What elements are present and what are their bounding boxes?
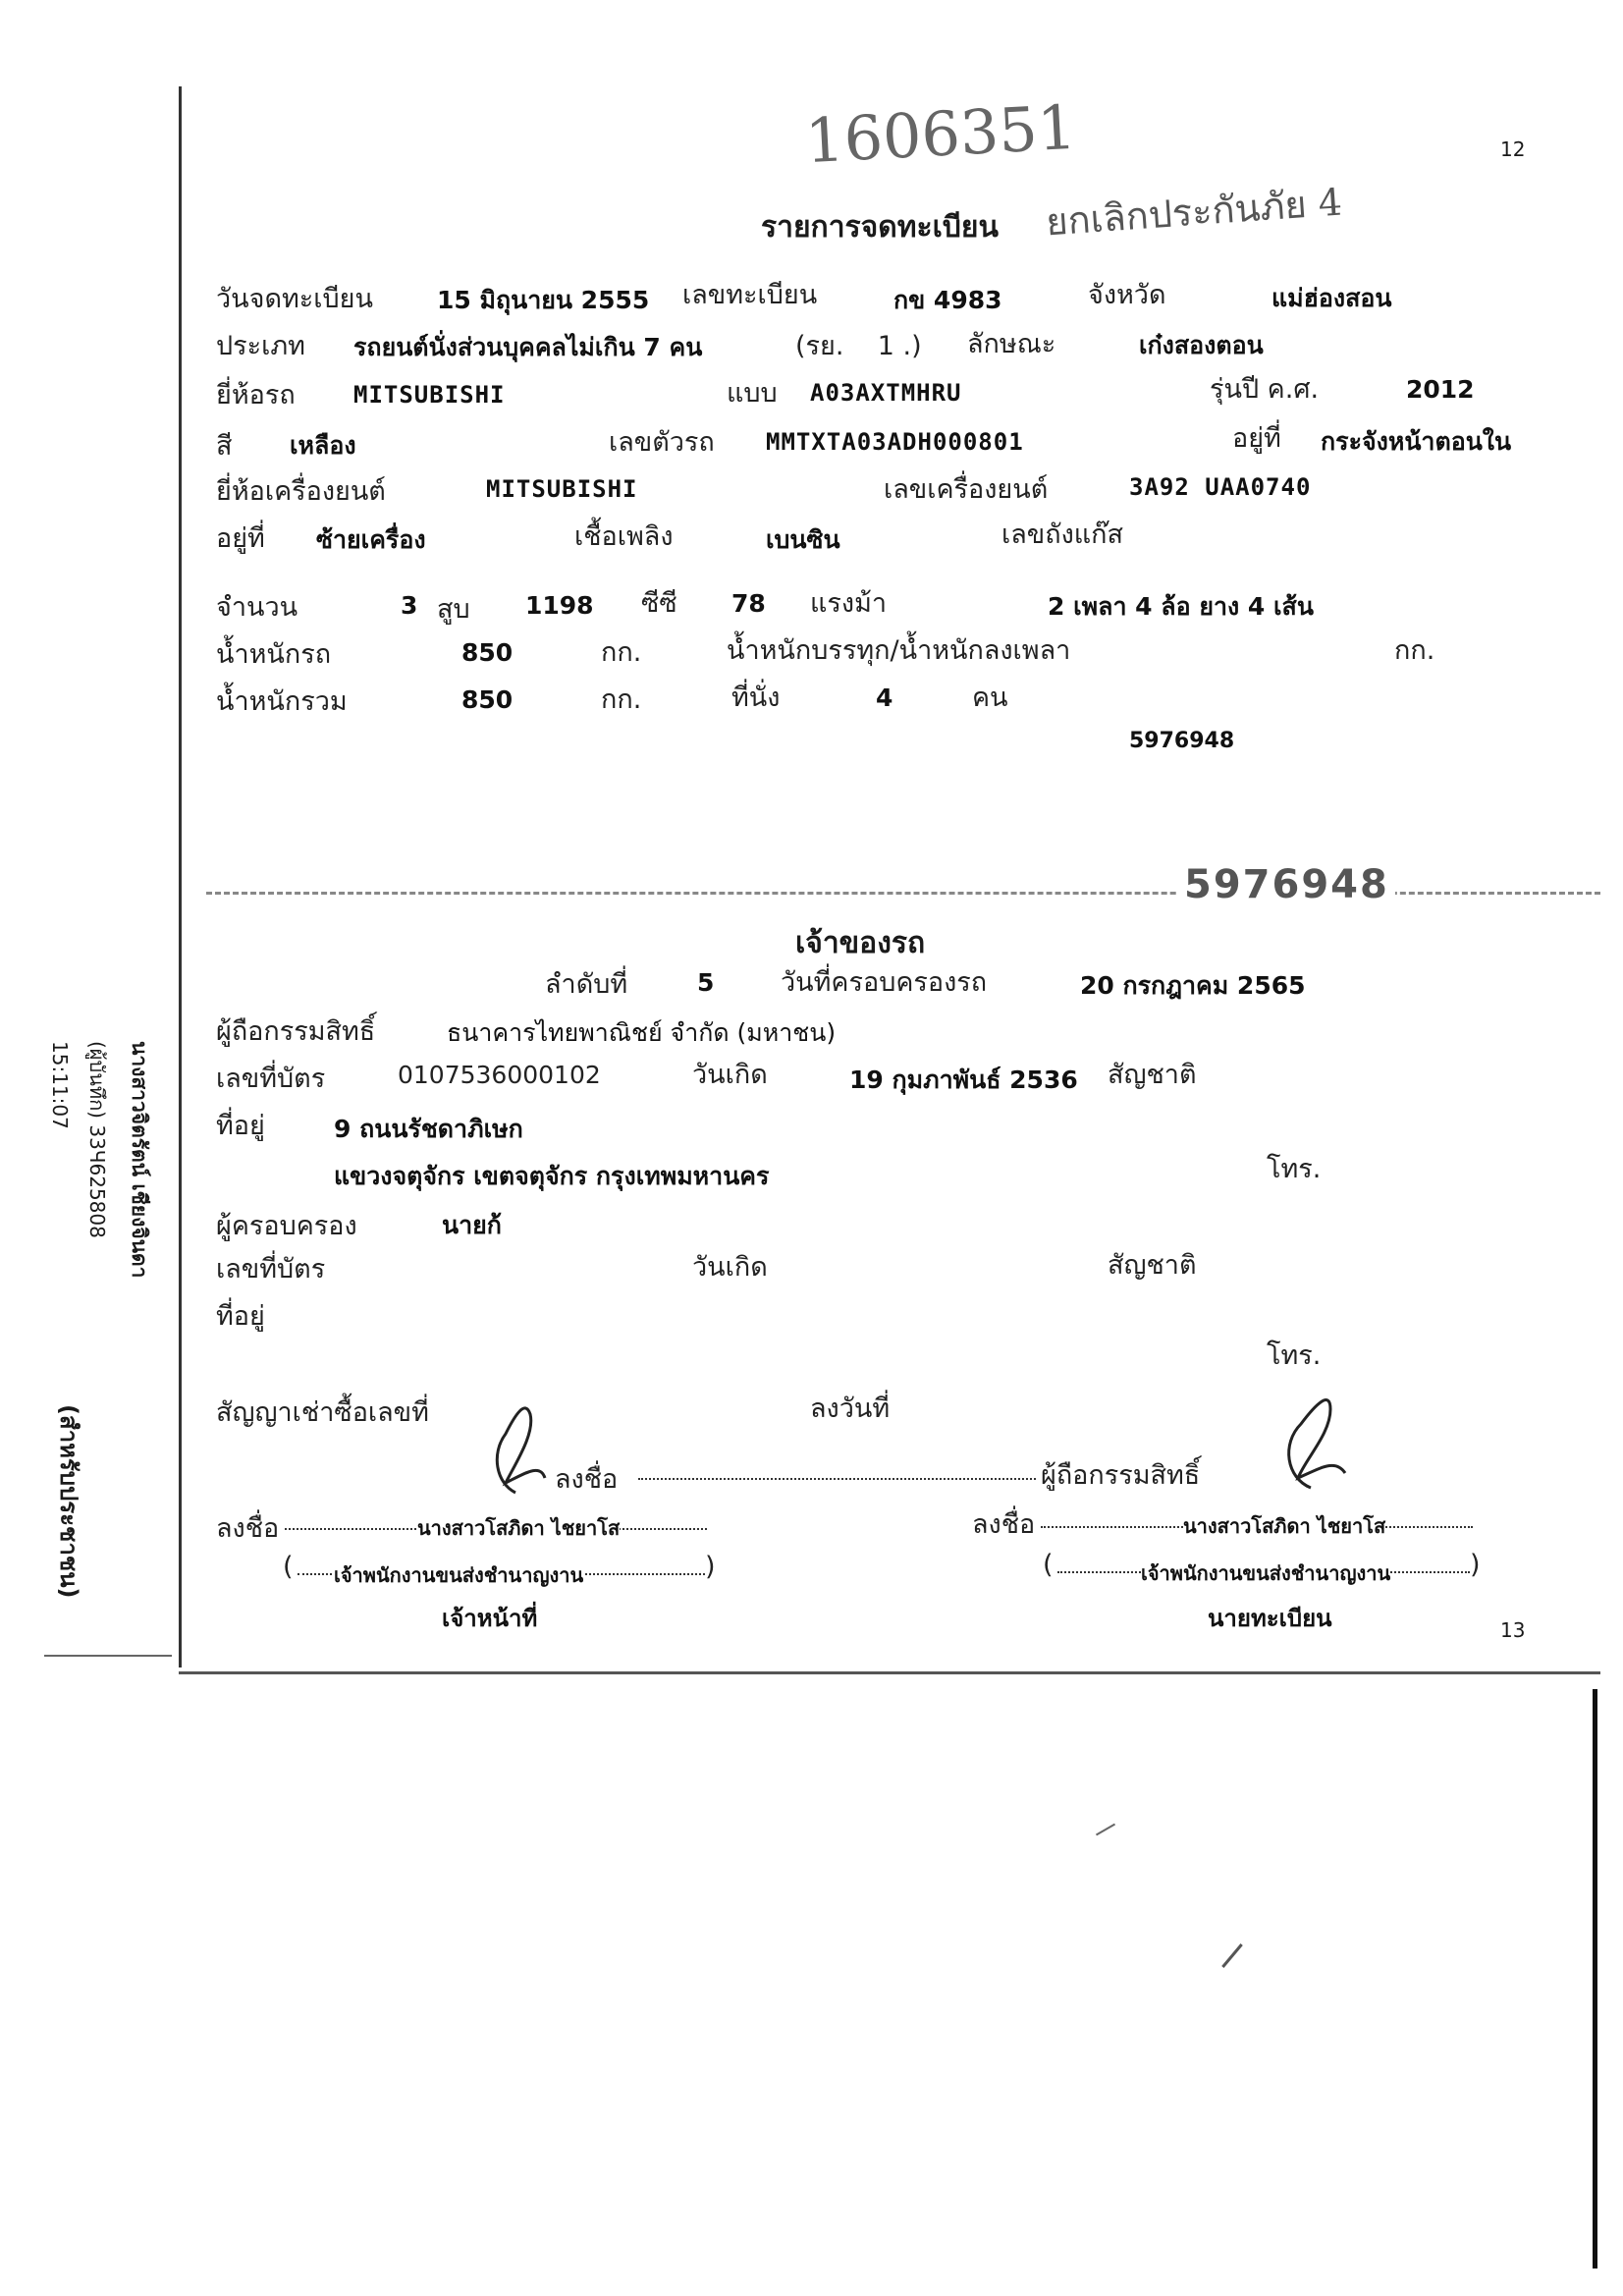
page-number-bottom: 13 [1500, 1618, 1526, 1642]
vin: MMTXTA03ADH000801 [766, 428, 1024, 456]
reg-date-label: วันจดทะเบียน [216, 284, 373, 314]
registration-title: รายการจดทะเบียน [761, 210, 999, 245]
weight-unit: กก. [601, 637, 642, 668]
right-position-close: ) [1470, 1550, 1481, 1580]
style-label: ลักษณะ [967, 329, 1056, 359]
vin-location-label: อยู่ที่ [1232, 423, 1281, 454]
address-line-2: แขวงจตุจักร เขตจตุจักร กรุงเทพมหานคร [334, 1162, 770, 1190]
owner-sign-label: ลงชื่อ [555, 1464, 619, 1495]
telephone-label: โทร. [1267, 1154, 1322, 1184]
reference-number: 5976948 [1129, 729, 1235, 753]
owner-sign-line [638, 1478, 1036, 1480]
vehicle-color: เหลือง [290, 431, 356, 460]
side-footer: (สำหรับประชาชน) [55, 1404, 82, 1599]
horsepower: 78 [731, 589, 766, 618]
address-line-1: 9 ถนนรัชดาภิเษก [334, 1115, 523, 1143]
right-sign-label: ลงชื่อ [972, 1509, 1036, 1540]
model: A03AXTMHRU [810, 379, 962, 407]
stray-mark [1221, 1943, 1243, 1968]
seats-unit: คน [972, 683, 1008, 713]
load-label: น้ำหนักบรรทุก/น้ำหนักลงเพลา [727, 635, 1071, 666]
engine-loc-label: อยู่ที่ [216, 523, 265, 554]
left-border-line [179, 86, 182, 1667]
reference-number-large: 5976948 [1178, 862, 1395, 907]
possessor-id-label: เลขที่บัตร [216, 1254, 326, 1285]
right-position: เจ้าพนักงานขนส่งชำนาญงาน [1141, 1558, 1390, 1589]
side-stamp-line-2: (ผู้บันทึก) 33Ч625808 [85, 1041, 109, 1238]
brand-label: ยี่ห้อรถ [216, 380, 296, 410]
left-signer-name: นางสาวโสภิดา ไชยาโส [417, 1512, 620, 1544]
brand: MITSUBISHI [353, 381, 506, 409]
lease-contract-label: สัญญาเช่าซื้อเลขที่ [216, 1397, 429, 1428]
color-label: สี [216, 431, 233, 462]
vehicle-type: รถยนต์นั่งส่วนบุคคลไม่เกิน 7 คน [353, 333, 703, 361]
vin-location: กระจังหน้าตอนใน [1321, 427, 1512, 456]
province-label: จังหวัด [1088, 280, 1166, 310]
plate-number: กข 4983 [893, 286, 1002, 314]
cylinders: 3 [401, 591, 418, 620]
body-style: เก๋งสองตอน [1139, 331, 1264, 359]
engine-no-label: เลขเครื่องยนต์ [884, 474, 1049, 505]
possess-date-label: วันที่ครอบครองรถ [781, 967, 988, 998]
year-label: รุ่นปี ค.ศ. [1210, 374, 1320, 405]
address-label: ที่อยู่ [216, 1111, 265, 1141]
possessor-telephone-label: โทร. [1267, 1340, 1322, 1371]
side-strip-line [44, 1655, 172, 1657]
owner-title: เจ้าของรถ [795, 926, 926, 960]
birth-date: 19 กุมภาพันธ์ 2536 [849, 1066, 1078, 1094]
id-number: 0107536000102 [398, 1061, 601, 1089]
gas-tank-label: เลขถังแก๊ส [1001, 519, 1123, 550]
holder-label: ผู้ถือกรรมสิทธิ์ [216, 1016, 376, 1047]
left-signature [486, 1394, 555, 1503]
handwritten-file-number: 1606351 [803, 90, 1078, 178]
load-unit: กก. [1394, 635, 1435, 666]
seats: 4 [876, 683, 893, 712]
right-signature [1276, 1385, 1355, 1498]
stray-mark-2 [1096, 1824, 1115, 1836]
displacement-unit: ซีซี [641, 588, 677, 619]
left-sign-label: ลงชื่อ [216, 1513, 280, 1544]
total-weight-unit: กก. [601, 684, 642, 715]
nationality-label: สัญชาติ [1108, 1060, 1197, 1090]
possessor-address-label: ที่อยู่ [216, 1301, 265, 1332]
fuel-label: เชื้อเพลิง [574, 521, 674, 552]
model-label: แบบ [727, 378, 778, 409]
seats-label: ที่นั่ง [731, 683, 781, 713]
possessor-birth-label: วันเกิด [692, 1252, 768, 1283]
page-number-top: 12 [1500, 137, 1526, 161]
vehicle-weight: 850 [461, 638, 514, 667]
left-position-close: ) [705, 1552, 716, 1582]
right-border-line [1593, 1689, 1597, 2269]
displacement: 1198 [525, 591, 594, 620]
plate-label: เลขทะเบียน [682, 280, 818, 310]
type-label: ประเภท [216, 331, 305, 361]
side-stamp [8, 1041, 155, 1355]
lease-date-label: ลงวันที่ [810, 1394, 891, 1424]
order-label: ลำดับที่ [545, 969, 628, 1000]
possessor-name: นายก้ [442, 1211, 502, 1239]
total-weight-label: น้ำหนักรวม [216, 686, 348, 717]
side-stamp-line-1: นางสาวจิตรัตน์ เชียงจินดา [128, 1041, 151, 1279]
bottom-border-line [179, 1671, 1600, 1674]
vehicle-type-code: (รย. 1 .) [795, 331, 922, 361]
weight-label: น้ำหนักรถ [216, 639, 332, 670]
right-role: นายทะเบียน [1208, 1605, 1332, 1632]
handwritten-note: ยกเลิกประกันภัย 4 [1044, 180, 1344, 245]
order-number: 5 [697, 968, 715, 997]
possess-date: 20 กรกฎาคม 2565 [1080, 971, 1306, 1000]
engine-number: 3A92 UAA0740 [1129, 473, 1312, 501]
owner-sign-role: ผู้ถือกรรมสิทธิ์ [1041, 1460, 1201, 1491]
cylinder-unit: สูบ [437, 594, 470, 625]
id-label: เลขที่บัตร [216, 1064, 326, 1094]
side-stamp-line-3: 15:11:07 [48, 1041, 72, 1129]
horsepower-unit: แรงม้า [810, 588, 888, 619]
count-label: จำนวน [216, 592, 298, 623]
left-position: เจ้าพนักงานขนส่งชำนาญงาน [334, 1559, 583, 1591]
birth-label: วันเกิด [692, 1060, 768, 1090]
right-position-open: ( [1043, 1550, 1054, 1580]
vin-label: เลขตัวรถ [609, 427, 715, 458]
engine-brand: MITSUBISHI [486, 475, 638, 503]
holder-name: ธนาคารไทยพาณิชย์ จำกัด (มหาชน) [447, 1018, 837, 1047]
left-position-open: ( [283, 1552, 294, 1582]
right-signer-name: นางสาวโสภิดา ไชยาโส [1183, 1510, 1385, 1542]
engine-location: ซ้ายเครื่อง [316, 525, 426, 554]
left-role: เจ้าหน้าที่ [442, 1605, 538, 1632]
possessor-label: ผู้ครอบครอง [216, 1211, 357, 1241]
engine-brand-label: ยี่ห้อเครื่องยนต์ [216, 476, 386, 507]
possessor-nationality-label: สัญชาติ [1108, 1250, 1197, 1281]
province: แม่ฮ่องสอน [1271, 284, 1392, 312]
model-year: 2012 [1406, 375, 1475, 404]
total-weight: 850 [461, 685, 514, 714]
axles-wheels: 2 เพลา 4 ล้อ ยาง 4 เส้น [1048, 592, 1314, 621]
reg-date: 15 มิถุนายน 2555 [437, 286, 650, 314]
fuel: เบนซิน [766, 525, 840, 554]
